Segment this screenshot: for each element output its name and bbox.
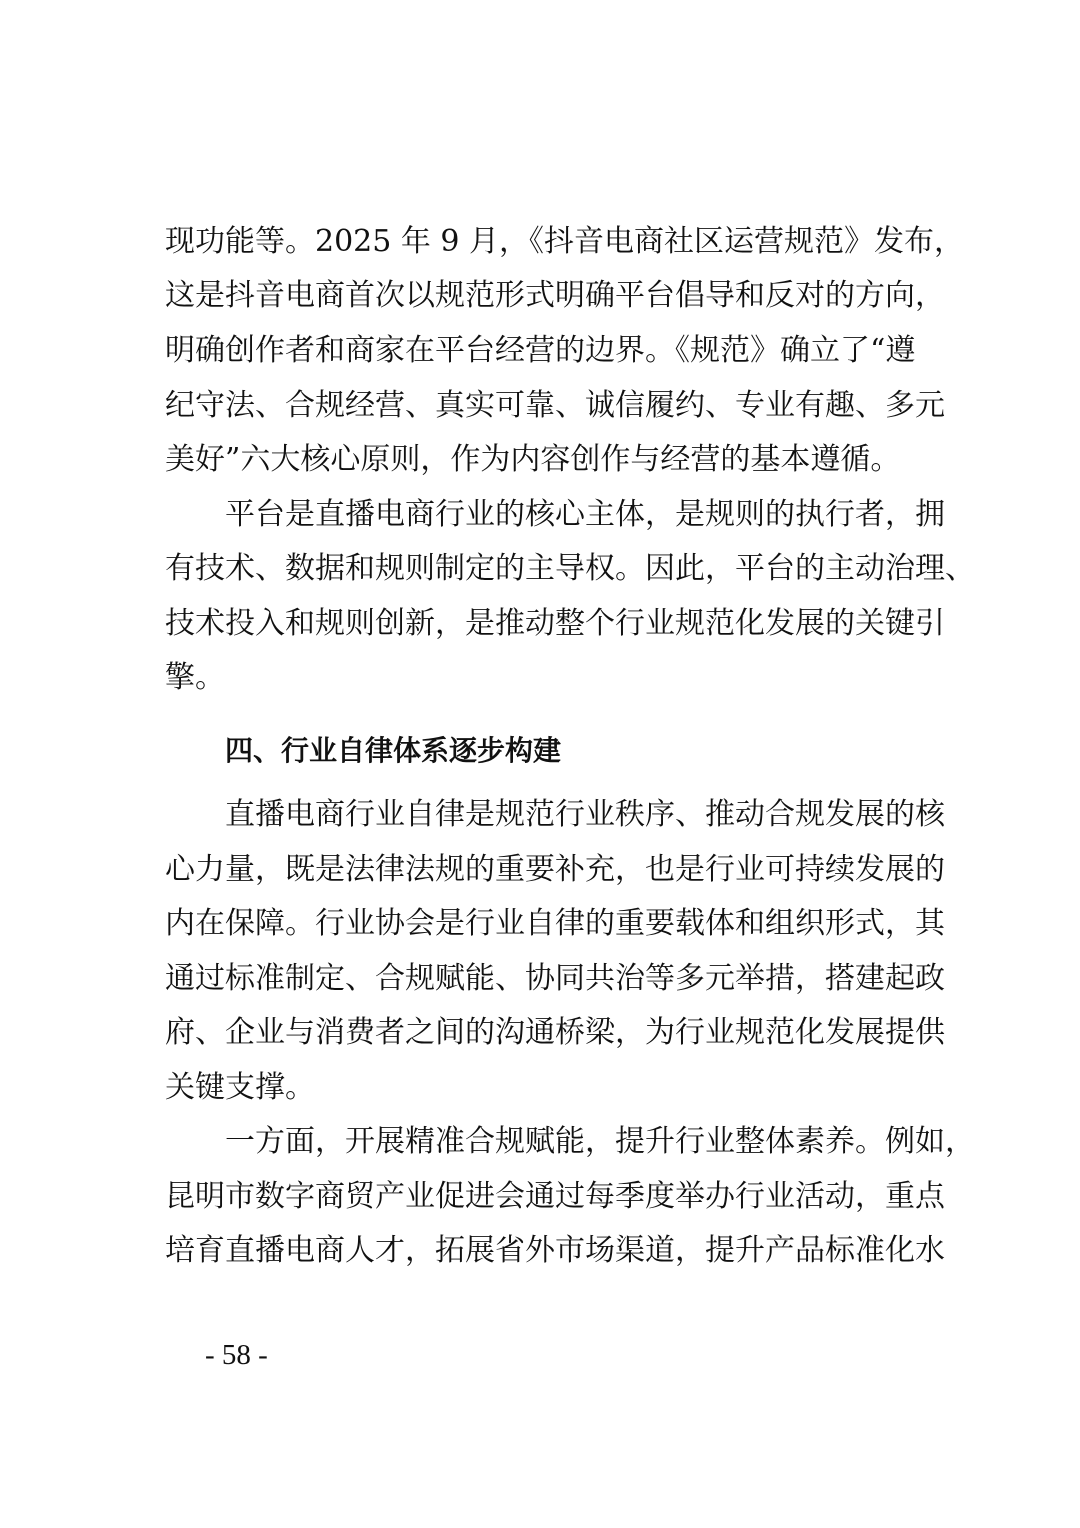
paragraph-line: 通过标准制定、合规赋能、协同共治等多元举措，搭建起政 [165,961,945,996]
page-number: - 58 - [205,1339,268,1371]
paragraph-line: 心力量，既是法律法规的重要补充，也是行业可持续发展的 [165,852,945,887]
paragraph-line: 纪守法、合规经营、真实可靠、诚信履约、专业有趣、多元 [165,388,945,423]
paragraph-line: 培育直播电商人才，拓展省外市场渠道，提升产品标准化水 [165,1233,945,1268]
paragraph-line: 美好”六大核心原则，作为内容创作与经营的基本遵循。 [165,442,901,477]
paragraph-line: 明确创作者和商家在平台经营的边界。《规范》确立了“遵 [165,333,916,368]
paragraph-line: 昆明市数字商贸产业促进会通过每季度举办行业活动，重点 [165,1179,945,1214]
paragraph-line: 关键支撑。 [165,1070,315,1105]
paragraph-line: 有技术、数据和规则制定的主导权。因此，平台的主动治理、 [165,551,975,586]
paragraph-line: 现功能等。2025 年 9 月，《抖音电商社区运营规范》发布， [165,224,965,259]
paragraph-line: 直播电商行业自律是规范行业秩序、推动合规发展的核 [225,797,945,832]
paragraph-line: 这是抖音电商首次以规范形式明确平台倡导和反对的方向， [165,278,945,313]
paragraph-line: 擎。 [165,660,225,695]
paragraph-line: 府、企业与消费者之间的沟通桥梁，为行业规范化发展提供 [165,1015,945,1050]
section-heading: 四、行业自律体系逐步构建 [225,734,562,767]
paragraph-line: 一方面，开展精准合规赋能，提升行业整体素养。例如， [225,1124,975,1159]
paragraph-line: 技术投入和规则创新，是推动整个行业规范化发展的关键引 [165,606,945,641]
paragraph-line: 内在保障。行业协会是行业自律的重要载体和组织形式，其 [165,906,945,941]
paragraph-line: 平台是直播电商行业的核心主体，是规则的执行者，拥 [225,497,945,532]
